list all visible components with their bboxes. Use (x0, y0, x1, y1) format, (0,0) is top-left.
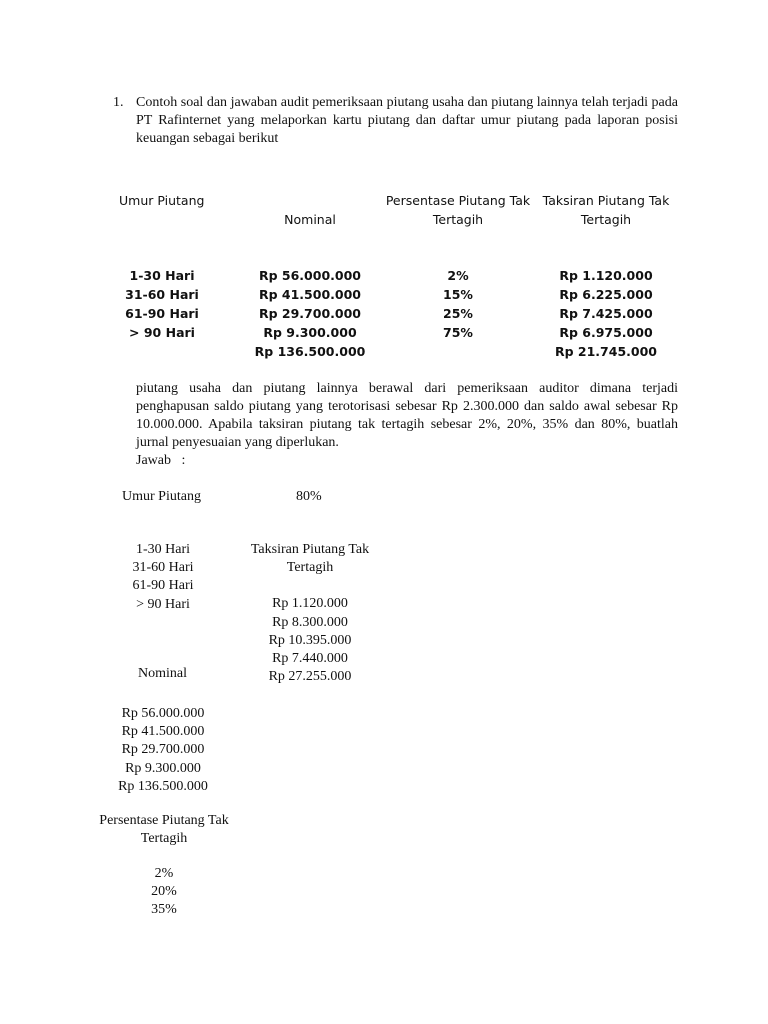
list-number: 1. (113, 95, 124, 110)
header-taksiran-line1: Taksiran Piutang Tak (542, 193, 670, 208)
table-cell-persen: 15% (443, 287, 473, 302)
answer-pct-80: 80% (296, 489, 322, 504)
header-persentase-line2: Tertagih (432, 212, 484, 227)
table-cell-nominal: Rp 9.300.000 (263, 325, 357, 340)
list-item: 61-90 Hari (132, 578, 194, 594)
answer-persentase-header (88, 812, 240, 848)
paragraph-body: piutang usaha dan piutang lainnya berawal dari pemeriksaan auditor dimana terjadi penghapusan saldo piutang yang terotorisasi sebesar Rp 2.300.000 dan saldo awal sebesar Rp 10.000.000. Apabila taksiran piutang tak tertagih sebesar 2%, 20%, 35% dan 80%, buatlah jurnal penyesuaian yang diperlukan. (136, 381, 678, 450)
list-item: 1-30 Hari (135, 542, 191, 557)
header-persentase-line1: Persentase Piutang Tak (385, 193, 531, 208)
table-cell-umur: > 90 Hari (129, 325, 195, 340)
table-cell-persen: 25% (443, 306, 473, 321)
list-item: 2% (154, 866, 174, 881)
list-item: Rp 1.120.000 (272, 596, 348, 612)
answer-umur-label: Umur Piutang (122, 489, 201, 504)
list-item: Rp 8.300.000 (272, 614, 348, 630)
table-cell-taksiran: Rp 7.425.000 (559, 306, 653, 321)
table-cell-nominal: Rp 41.500.000 (258, 287, 361, 302)
intro-item (113, 94, 678, 148)
taksiran-header-line2: Tertagih (286, 560, 334, 576)
answer-taksiran-column (235, 541, 385, 686)
answer-nominal-label: Nominal (138, 666, 187, 681)
table-cell-taksiran: Rp 6.975.000 (559, 325, 653, 340)
header-taksiran-line2: Tertagih (580, 212, 632, 227)
answer-age-list (113, 541, 213, 614)
answer-nominal-list (103, 705, 223, 796)
problem-paragraph (136, 380, 678, 470)
list-item: Rp 41.500.000 (121, 724, 205, 740)
taksiran-header-line1: Taksiran Piutang Tak (250, 542, 370, 557)
table-cell-persen: 2% (447, 268, 469, 283)
list-item: Rp 29.700.000 (121, 742, 205, 758)
list-item: 35% (151, 902, 177, 918)
table-cell-nominal: Rp 29.700.000 (258, 306, 361, 321)
list-item: 20% (151, 884, 177, 900)
total-taksiran: Rp 21.745.000 (554, 344, 657, 359)
taksiran-total: Rp 27.255.000 (268, 669, 352, 685)
table-cell-umur: 1-30 Hari (129, 268, 195, 283)
list-item: Rp 136.500.000 (118, 778, 208, 794)
jawab-label: Jawab : (136, 453, 186, 468)
list-item: Rp 7.440.000 (272, 651, 348, 667)
persentase-header-line1: Persentase Piutang Tak (99, 813, 229, 828)
table-cell-taksiran: Rp 1.120.000 (559, 268, 653, 283)
list-item: Rp 56.000.000 (121, 706, 205, 721)
table-cell-umur: 61-90 Hari (125, 306, 199, 321)
table-cell-nominal: Rp 56.000.000 (258, 268, 361, 283)
header-umur-piutang: Umur Piutang (119, 193, 205, 208)
table-cell-taksiran: Rp 6.225.000 (559, 287, 653, 302)
list-item: 31-60 Hari (132, 560, 194, 576)
list-item: Rp 10.395.000 (268, 632, 352, 648)
persentase-header-line2: Tertagih (140, 831, 188, 847)
list-item: > 90 Hari (136, 596, 190, 612)
table-cell-persen: 75% (443, 325, 473, 340)
intro-text: Contoh soal dan jawaban audit pemeriksaan piutang usaha dan piutang lainnya telah terjadi pada PT Rafinternet yang melaporkan kartu piutang dan daftar umur piutang pada laporan posisi keuangan sebagai berikut (136, 95, 678, 146)
header-nominal: Nominal (284, 212, 336, 227)
table-cell-umur: 31-60 Hari (125, 287, 199, 302)
answer-persentase-list (124, 865, 204, 920)
list-item: Rp 9.300.000 (125, 760, 201, 776)
total-nominal: Rp 136.500.000 (254, 344, 366, 359)
